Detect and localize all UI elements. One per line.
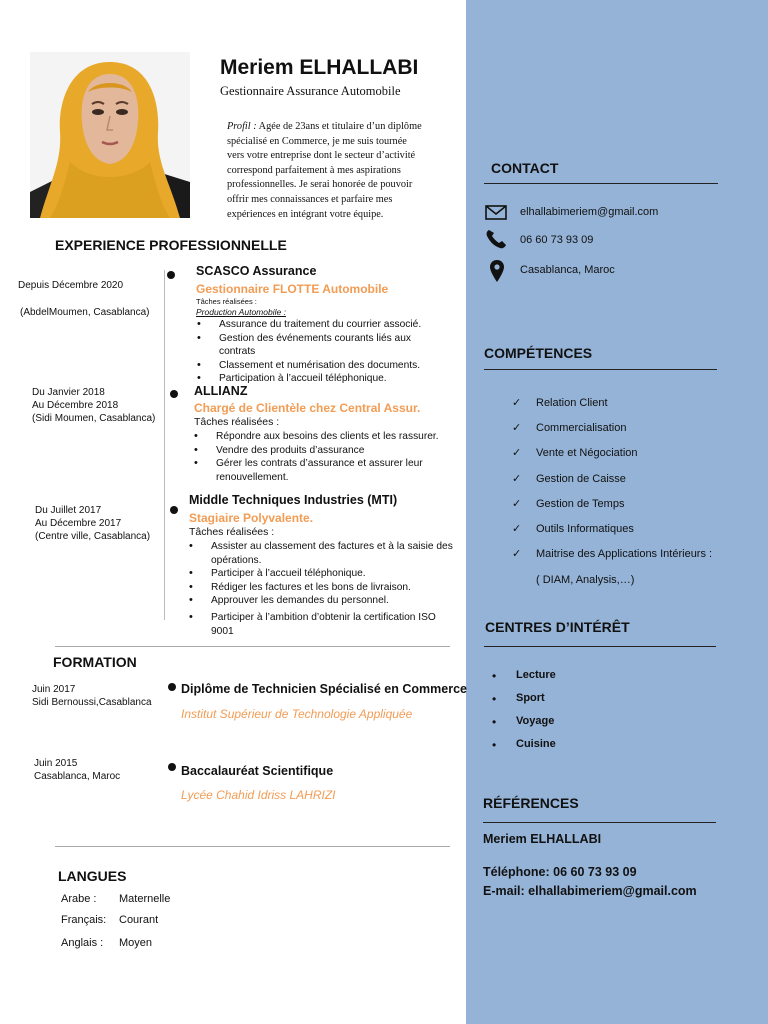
job-role: Gestionnaire FLOTTE Automobile (196, 282, 389, 296)
bullet-icon: • (492, 669, 497, 683)
reference-phone: Téléphone: 06 60 73 93 09 (483, 865, 637, 879)
check-icon: ✓ (512, 548, 522, 560)
timeline-dot (167, 271, 175, 279)
language-level: Maternelle (119, 893, 171, 905)
bullet-icon: • (492, 692, 497, 706)
task-item: • Répondre aux besoins des clients et les rassurer. (192, 430, 452, 444)
timeline-dot (170, 390, 178, 398)
job-location: (AbdelMoumen, Casablanca) (20, 307, 150, 318)
check-icon: ✓ (512, 397, 522, 409)
task-item: • Participer à l’ambition d’obtenir la certification ISO 9001 (187, 611, 457, 638)
formation-date: Juin 2015 (34, 758, 78, 769)
check-icon: ✓ (512, 523, 522, 535)
language-name: Anglais : (61, 937, 104, 949)
tasks-label: Tâches réalisées : (189, 526, 275, 538)
section-divider (55, 846, 450, 847)
contact-email[interactable]: elhallabimeriem@gmail.com (520, 206, 659, 218)
job-date: Depuis Décembre 2020 (18, 280, 124, 291)
tasks-sub-label: Production Automobile : (196, 307, 286, 317)
formation-section-title: FORMATION (53, 654, 137, 670)
task-list (195, 318, 435, 386)
experience-section-title: EXPERIENCE PROFESSIONNELLE (55, 237, 287, 253)
language-name: Français: (61, 914, 107, 926)
check-icon: ✓ (512, 498, 522, 510)
interests-section-title: CENTRES D’INTÉRÊT (485, 619, 630, 635)
bullet-icon: • (492, 738, 497, 752)
timeline-dot (170, 506, 178, 514)
task-item: • Participation à l’accueil téléphonique. (195, 372, 435, 386)
skill-item: Vente et Négociation (536, 447, 638, 459)
reference-email: E-mail: elhallabimeriem@gmail.com (483, 884, 697, 898)
job-role: Chargé de Clientèle chez Central Assur. (194, 401, 421, 415)
task-item: • Gérer les contrats d’assurance et assurer leur renouvellement. (192, 457, 452, 484)
task-item: • Rédiger les factures et les bons de livraison. (187, 581, 457, 595)
profile-line: vers votre entreprise dont le secteur d’activité (227, 150, 416, 162)
profile-line: offrir mes connaissances et parfaire mes (227, 193, 393, 205)
task-item: • Gestion des événements courants liés aux contrats (195, 332, 435, 359)
skill-item: Gestion de Caisse (536, 473, 626, 485)
task-item: • Classement et numérisation des documents. (195, 359, 435, 373)
skill-item: Gestion de Temps (536, 498, 625, 510)
section-divider (55, 646, 450, 647)
skill-extra: ( DIAM, Analysis,…) (536, 574, 635, 586)
formation-place: Casablanca, Maroc (34, 771, 121, 782)
section-underline (484, 369, 717, 370)
section-underline (484, 183, 718, 184)
job-company: SCASCO Assurance (196, 264, 317, 278)
skills-section-title: COMPÉTENCES (484, 345, 593, 361)
language-name: Arabe : (61, 893, 97, 905)
profile-line: spécialisé en Commerce, je me suis tournée (227, 135, 407, 147)
skill-item: Outils Informatiques (536, 523, 634, 535)
task-list (187, 540, 457, 638)
skill-item: Relation Client (536, 397, 608, 409)
task-item: • Participer à l’accueil téléphonique. (187, 567, 457, 581)
skill-item: Commercialisation (536, 422, 627, 434)
timeline-line (164, 270, 165, 620)
job-title: Gestionnaire Assurance Automobile (220, 84, 401, 98)
job-date-end: Au Décembre 2018 (32, 400, 119, 411)
job-company: ALLIANZ (194, 384, 248, 398)
formation-diploma: Baccalauréat Scientifique (181, 764, 334, 778)
interest-item: Cuisine (516, 738, 556, 750)
location-pin-icon (490, 260, 504, 287)
profile-summary (227, 120, 459, 222)
languages-section-title: LANGUES (58, 868, 127, 884)
contact-location: Casablanca, Maroc (520, 264, 615, 276)
contact-phone[interactable]: 06 60 73 93 09 (520, 234, 594, 246)
check-icon: ✓ (512, 473, 522, 485)
job-date: Du Janvier 2018 (32, 387, 105, 398)
envelope-icon (485, 205, 507, 225)
interest-item: Lecture (516, 669, 556, 681)
language-level: Courant (119, 914, 159, 926)
profile-label: Profil : (227, 121, 257, 132)
task-item: • Assurance du traitement du courrier associé. (195, 318, 435, 332)
references-section-title: RÉFÉRENCES (483, 795, 579, 811)
job-company: Middle Techniques Industries (MTI) (189, 493, 398, 507)
profile-photo (30, 52, 190, 218)
formation-institution: Lycée Chahid Idriss LAHRIZI (181, 788, 336, 802)
bullet-icon: • (492, 715, 497, 729)
tasks-label: Tâches réalisées : (196, 297, 257, 306)
profile-line: professionnelles. Je serai honorée de pouvoir (227, 179, 413, 191)
job-location: (Sidi Moumen, Casablanca) (32, 413, 156, 424)
reference-name: Meriem ELHALLABI (483, 832, 602, 846)
job-role: Stagiaire Polyvalente. (189, 511, 314, 525)
candidate-name: Meriem ELHALLABI (220, 56, 419, 79)
formation-diploma: Diplôme de Technicien Spécialisé en Commerce (181, 682, 467, 696)
formation-place: Sidi Bernoussi,Casablanca (32, 697, 152, 708)
check-icon: ✓ (512, 447, 522, 459)
check-icon: ✓ (512, 422, 522, 434)
section-underline (484, 646, 716, 647)
skill-item: Maitrise des Applications Intérieurs : (536, 548, 713, 560)
profile-line: expériences en intégrant votre équipe. (227, 208, 384, 220)
task-item: • Assister au classement des factures et à la saisie des opérations. (187, 540, 457, 567)
tasks-label: Tâches réalisées : (194, 416, 280, 428)
task-item: • Vendre des produits d’assurance (192, 444, 452, 458)
profile-line: Agée de 23ans et titulaire d’un diplôme (258, 121, 422, 132)
formation-institution: Institut Supérieur de Technologie Appliquée (181, 707, 413, 721)
task-item: • Approuver les demandes du personnel. (187, 594, 457, 608)
job-date-end: Au Décembre 2017 (35, 518, 122, 529)
section-underline (483, 822, 716, 823)
task-list (192, 430, 452, 484)
job-location: (Centre ville, Casablanca) (35, 531, 151, 542)
job-date: Du Juillet 2017 (35, 505, 102, 516)
contact-section-title: CONTACT (491, 160, 559, 176)
profile-line: correspond parfaitement à mes aspirations (227, 164, 401, 176)
timeline-dot (168, 683, 176, 691)
timeline-dot (168, 763, 176, 771)
interest-item: Sport (516, 692, 545, 704)
phone-icon (485, 229, 507, 254)
interest-item: Voyage (516, 715, 555, 727)
formation-date: Juin 2017 (32, 684, 76, 695)
language-level: Moyen (119, 937, 153, 949)
